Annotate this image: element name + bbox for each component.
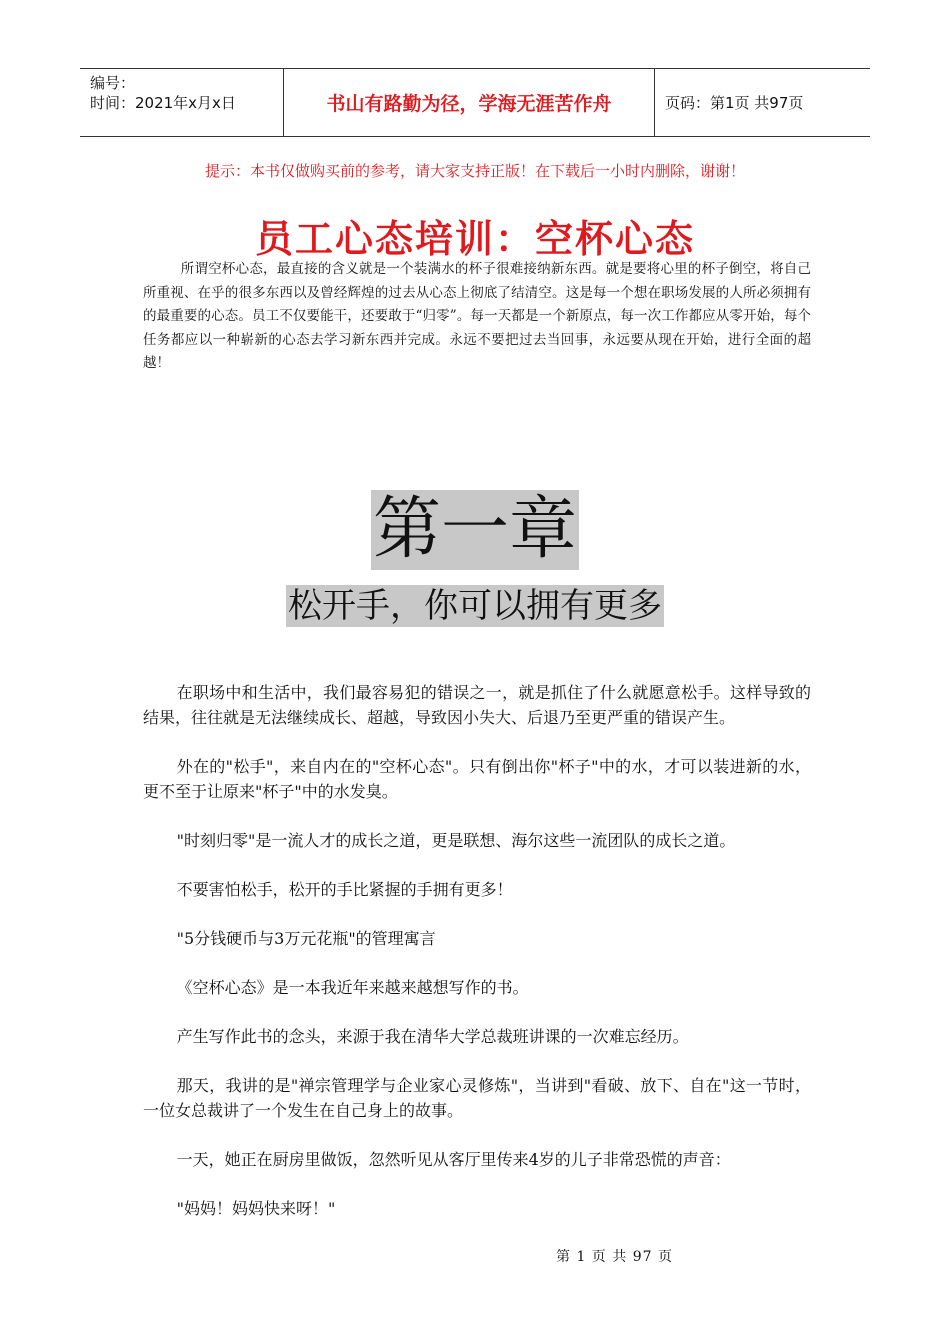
body-text bbox=[143, 680, 811, 1245]
paragraph: 一天，她正在厨房里做饭，忽然听见从客厅里传来4岁的儿子非常恐慌的声音： bbox=[176, 1150, 731, 1169]
chapter-subtitle-wrap bbox=[0, 585, 950, 627]
chapter-heading-wrap bbox=[0, 490, 950, 570]
document-title: 员工心态培训：空杯心态 bbox=[254, 216, 695, 261]
download-notice: 提示：本书仅做购买前的参考，请大家支持正版！在下载后一小时内删除，谢谢！ bbox=[204, 162, 745, 180]
paragraph: 产生写作此书的念头，来源于我在清华大学总裁班讲课的一次难忘经历。 bbox=[176, 1027, 689, 1046]
paragraph: "时刻归零"是一流人才的成长之道，更是联想、海尔这些一流团队的成长之道。 bbox=[176, 831, 736, 850]
date-line: 时间：2021年x月x日 bbox=[90, 94, 236, 112]
page-footer: 第 1 页 共 97 页 bbox=[556, 1249, 673, 1265]
paragraph: "妈妈！妈妈快来呀！" bbox=[176, 1199, 336, 1218]
paragraph: 在职场中和生活中，我们最容易犯的错误之一，就是抓住了什么就愿意松手。这样导致的结果，往往就是无法继续成长、超越，导致因小失大、后退乃至更严重的错误产生。 bbox=[143, 683, 811, 727]
paragraph: "5分钱硬币与3万元花瓶"的管理寓言 bbox=[176, 929, 436, 948]
intro-paragraph: 所谓空杯心态，最直接的含义就是一个装满水的杯子很难接纳新东西。就是要将心里的杯子倒空，将自己所重视、在乎的很多东西以及曾经辉煌的过去从心态上彻底了结清空。这是每一个想在职场发展的人所必须拥有的最重要的心态。员工不仅要能干，还要敢于“归零”。每一天都是一个新原点，每一次工作都应从零开始，每个任务都应以一种崭新的心态去学习新东西并完成。永远不要把过去当回事，永远要从现在开始，进行全面的超越！ bbox=[143, 261, 811, 371]
header-left-cell bbox=[80, 69, 283, 136]
header-motto: 书山有路勤为径，学海无涯苦作舟 bbox=[283, 69, 655, 136]
chapter-subtitle: 松开手，你可以拥有更多 bbox=[288, 586, 662, 626]
header-table bbox=[80, 68, 870, 137]
header-page-info: 页码：第1页 共97页 bbox=[665, 94, 804, 112]
chapter-heading: 第一章 bbox=[372, 490, 577, 569]
paragraph: 不要害怕松手，松开的手比紧握的手拥有更多！ bbox=[176, 880, 513, 899]
paragraph: 《空杯心态》是一本我近年来越来越想写作的书。 bbox=[176, 978, 529, 997]
serial-label: 编号： bbox=[90, 74, 136, 92]
paragraph: 那天，我讲的是"禅宗管理学与企业家心灵修炼"，当讲到"看破、放下、自在"这一节时，一位女总裁讲了一个发生在自己身上的故事。 bbox=[143, 1076, 811, 1120]
paragraph: 外在的"松手"，来自内在的"空杯心态"。只有倒出你"杯子"中的水，才可以装进新的水，更不至于让原来"杯子"中的水发臭。 bbox=[143, 757, 811, 801]
